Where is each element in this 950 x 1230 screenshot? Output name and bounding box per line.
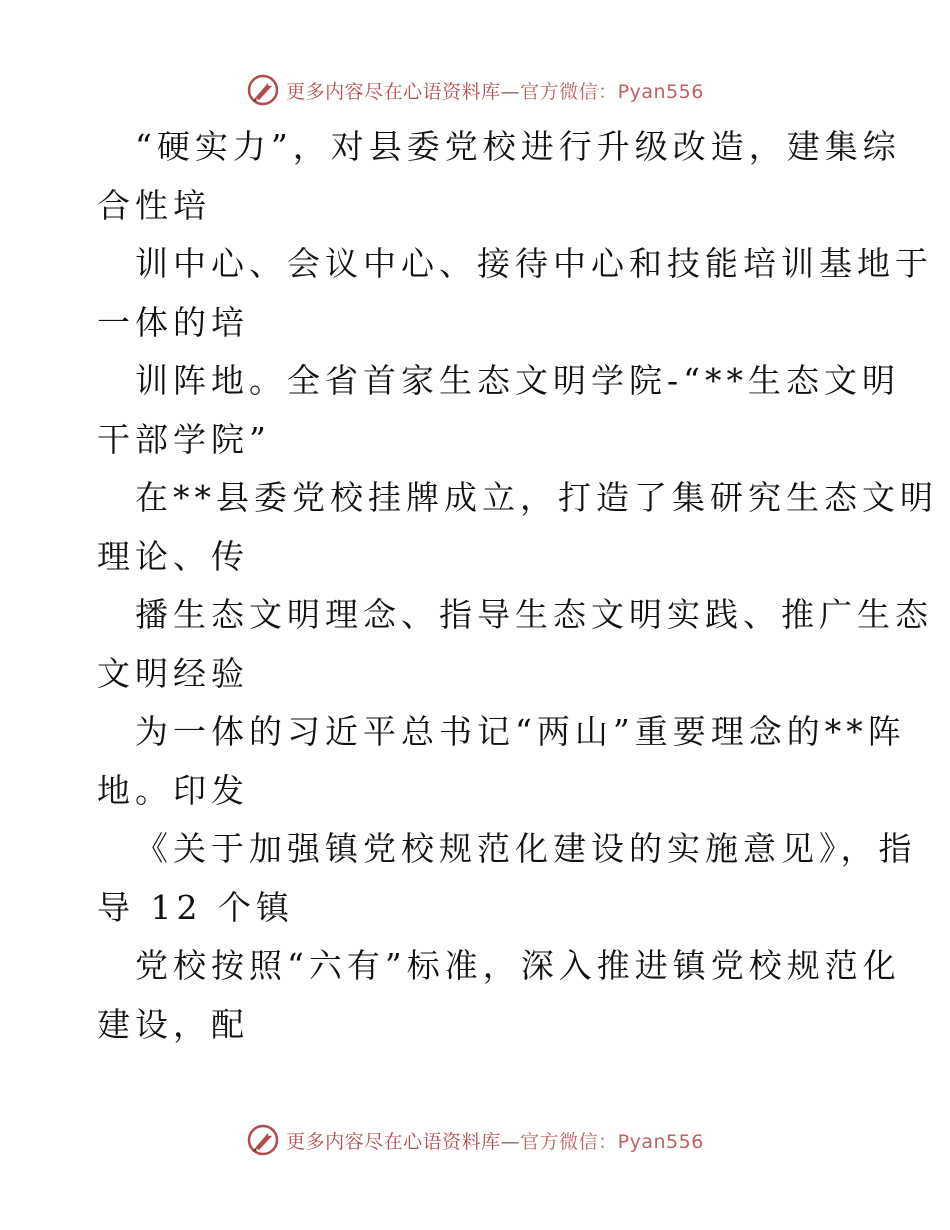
banner-title: 更多内容尽在心语资料库	[286, 1130, 501, 1153]
banner-wechat: 官方微信：Pyan556	[520, 80, 704, 103]
pen-logo-icon	[246, 1123, 280, 1157]
banner-text	[286, 1127, 704, 1154]
text-line: 合性培	[97, 185, 211, 225]
banner-text	[286, 77, 704, 104]
text-line: 建设，配	[97, 1004, 249, 1044]
text-line: 在**县委党校挂牌成立，打造了集研究生态文明	[135, 478, 938, 517]
text-line: 为一体的习近平总书记“两山”重要理念的**阵	[135, 712, 906, 751]
text-line: 一体的培	[97, 302, 249, 342]
text-line: 训中心、会议中心、接待中心和技能培训基地于	[135, 244, 933, 283]
document-body	[97, 118, 938, 1054]
text-line: 理论、传	[97, 536, 249, 576]
header-banner	[0, 70, 950, 110]
banner-separator: —	[500, 80, 521, 103]
banner-title: 更多内容尽在心语资料库	[286, 80, 501, 103]
text-line: 文明经验	[97, 653, 249, 693]
banner-wechat: 官方微信：Pyan556	[520, 1130, 704, 1153]
text-line: 党校按照“六有”标准，深入推进镇党校规范化	[135, 946, 901, 985]
text-line: “硬实力”，对县委党校进行升级改造，建集综	[135, 127, 901, 166]
text-line: 地。印发	[97, 770, 249, 810]
footer-banner	[0, 1120, 950, 1160]
text-line: 干部学院”	[97, 419, 271, 459]
text-line: 导 12 个镇	[97, 887, 294, 927]
text-line: 播生态文明理念、指导生态文明实践、推广生态	[135, 595, 933, 634]
text-line: 《关于加强镇党校规范化建设的实施意见》，指	[135, 829, 917, 868]
pen-logo-icon	[246, 73, 280, 107]
text-line: 训阵地。全省首家生态文明学院-“**生态文明	[135, 361, 901, 400]
banner-separator: —	[500, 1130, 521, 1153]
